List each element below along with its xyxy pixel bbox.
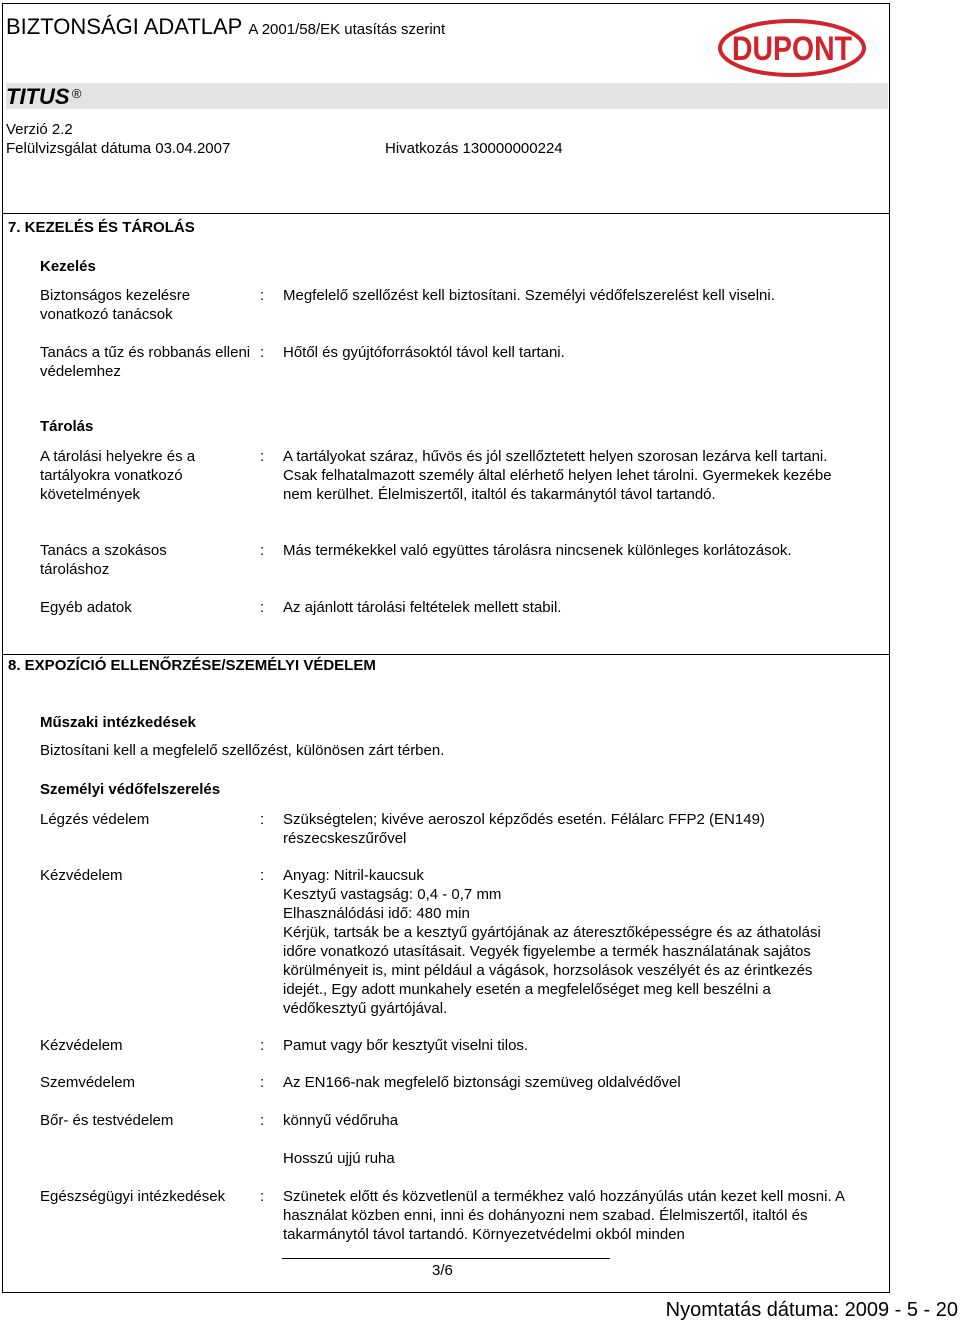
row-colon: : [260, 344, 265, 361]
page-frame [2, 3, 890, 1293]
section-divider [2, 654, 890, 655]
document-title [6, 14, 445, 40]
row-value: Hőtől és gyújtóforrásoktól távol kell tartani. [283, 344, 565, 361]
engineering-text: Biztosítani kell a megfelelő szellőzést, különösen zárt térben. [40, 742, 445, 759]
row-label: Szemvédelem [40, 1074, 136, 1091]
row-value: A tartályokat száraz, hűvös és jól szellőztetett helyen szorosan lezárva kell tartani. Csak felhatalmazott személy által elérhető helyen lehet tárolni. Gyermekek kezébe nem kerülhet. Élelmiszertől, italtól és takarmánytól távol tartandó. [283, 448, 832, 503]
row-label: Kézvédelem [40, 867, 123, 884]
row-value: Az EN166-nak megfelelő biztonsági szemüveg oldalvédővel [283, 1074, 681, 1091]
product-name: TITUS [6, 84, 70, 109]
row-label: Egyéb adatok [40, 599, 132, 616]
row-value: Szünetek előtt és közvetlenül a termékhez való hozzányúlás után kezet kell mosni. A használat közben enni, inni és dohányozni nem szabad. Élelmiszertől, italtól és takarmánytól távol tartandó. Környezetvédelmi okból minden [283, 1188, 845, 1243]
row-value: Hosszú ujjú ruha [283, 1150, 395, 1167]
row-colon: : [260, 448, 265, 465]
storage-heading: Tárolás [40, 418, 94, 435]
row-colon: : [260, 811, 265, 828]
logo-text: DUPONT [732, 30, 853, 68]
row-label: Kézvédelem [40, 1037, 123, 1054]
revision-date: Felülvizsgálat dátuma 03.04.2007 [6, 140, 231, 157]
row-label: Biztonságos kezelésre vonatkozó tanácsok [40, 287, 191, 323]
title-main: BIZTONSÁGI ADATLAP [6, 14, 243, 39]
section-7-title: 7. KEZELÉS ÉS TÁROLÁS [8, 219, 195, 236]
reference-number: Hivatkozás 130000000224 [385, 140, 563, 157]
row-value: Más termékekkel való együttes tárolásra nincsenek különleges korlátozások. [283, 542, 792, 559]
row-colon: : [260, 542, 265, 559]
page-number-rule [282, 1258, 610, 1259]
row-label: Légzés védelem [40, 811, 150, 828]
title-sub: A 2001/58/EK utasítás szerint [248, 21, 446, 38]
version: Verzió 2.2 [6, 121, 73, 138]
page-number: 3/6 [432, 1262, 453, 1279]
row-label: Tanács a tűz és robbanás elleni védelemhez [40, 344, 251, 380]
handling-heading: Kezelés [40, 258, 96, 275]
row-value: Szükségtelen; kivéve aeroszol képződés esetén. Félálarc FFP2 (EN149) részecskeszűrővel [283, 811, 765, 847]
row-value: Anyag: Nitril-kaucsuk Kesztyű vastagság: 0,4 - 0,7 mm Elhasználódási idő: 480 min Kérjük, tartsák be a kesztyű gyártójának az áteresztőképességre és az áthatolási időre vonatkozó utasításait. Vegyék figyelembe a termék használatának sajátos körülményeit is, mint például a vágások, horzsolások veszélyét és az érintkezés idejét., Egy adott munkahely esetén a megfelelőséget meg kell beszélni a védőkesztyű gyártójával. [283, 867, 821, 1017]
ppe-heading: Személyi védőfelszerelés [40, 781, 221, 798]
row-value: Megfelelő szellőzést kell biztosítani. Személyi védőfelszerelést kell viselni. [283, 287, 775, 304]
section-divider [2, 213, 890, 214]
row-value: Pamut vagy bőr kesztyűt viselni tilos. [283, 1037, 529, 1054]
print-date: Nyomtatás dátuma: 2009 - 5 - 20 [665, 1299, 958, 1321]
row-colon: : [260, 1112, 265, 1129]
row-colon: : [260, 867, 265, 884]
dupont-logo [717, 18, 867, 78]
row-label: A tárolási helyekre és a tartályokra vonatkozó követelmények [40, 448, 196, 503]
row-label: Bőr- és testvédelem [40, 1112, 174, 1129]
section-8-title: 8. EXPOZÍCIÓ ELLENŐRZÉSE/SZEMÉLYI VÉDELEM [8, 657, 376, 674]
row-label: Egészségügyi intézkedések [40, 1188, 226, 1205]
registered-mark: ® [71, 85, 82, 101]
row-label: Tanács a szokásos tároláshoz [40, 542, 167, 578]
row-colon: : [260, 1037, 265, 1054]
row-value: könnyű védőruha [283, 1112, 399, 1129]
row-colon: : [260, 1074, 265, 1091]
row-value: Az ajánlott tárolási feltételek mellett stabil. [283, 599, 562, 616]
row-colon: : [260, 1188, 265, 1205]
product-bar [6, 83, 888, 109]
engineering-heading: Műszaki intézkedések [40, 714, 196, 731]
row-colon: : [260, 287, 265, 304]
row-colon: : [260, 599, 265, 616]
